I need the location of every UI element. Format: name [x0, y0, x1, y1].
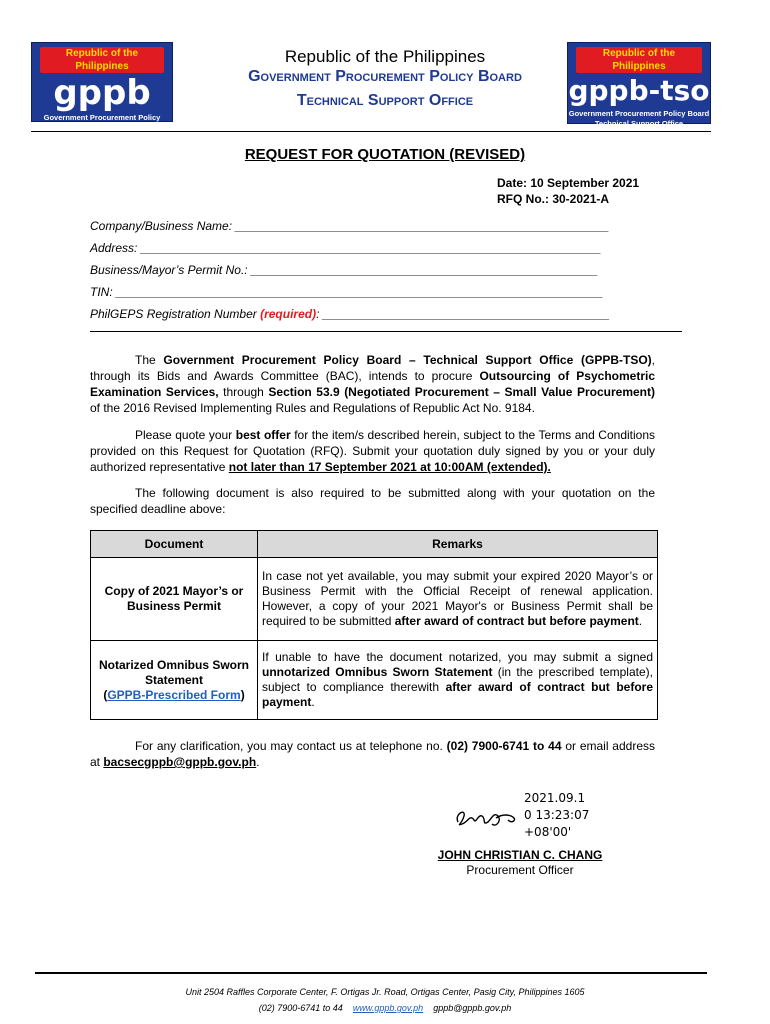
- remarks-cell: [258, 558, 658, 641]
- procurement-item: Outsourcing of Psychometric Examination Services,: [90, 369, 656, 399]
- condition: after award of contract but before payment: [262, 680, 653, 709]
- requirements-paragraph: The following document is also required to be submitted along with your quotation on the specified deadline above:: [90, 486, 655, 516]
- text: of the 2016 Revised Implementing Rules and Regulations of Republic Act No. 9184.: [90, 401, 535, 415]
- document-name: Notarized Omnibus Sworn Statement: [98, 657, 249, 687]
- footer-phone: (02) 7900-6741 to 44: [258, 1003, 343, 1013]
- phone-number: (02) 7900-6741 to 44: [446, 739, 562, 753]
- signature-image: [452, 800, 522, 832]
- header-country: Republic of the Philippines: [284, 47, 486, 66]
- footer-contacts: [0, 1001, 770, 1016]
- table-row: [91, 641, 658, 720]
- footer-address: Unit 2504 Raffles Corporate Center, F. Ortigas Jr. Road, Ortigas Center, Pasig City, Philippines 1605: [185, 987, 585, 997]
- text: ): [240, 687, 245, 702]
- required-marker: (required): [260, 307, 317, 321]
- document-title: REQUEST FOR QUOTATION (REVISED): [244, 146, 526, 163]
- text: The: [135, 353, 164, 367]
- logo-country-label: Republic of the Philippines: [40, 47, 164, 73]
- signature-date: 2021.09.1: [524, 791, 586, 805]
- header-office: Technical Support Office: [296, 92, 474, 109]
- best-offer: best offer: [235, 428, 291, 442]
- gppb-tso-logo: [567, 42, 711, 128]
- agency-name: Government Procurement Policy Board – Technical Support Office (GPPB-TSO): [163, 353, 652, 367]
- signature-timezone: +08'00': [524, 825, 572, 839]
- footer-website-link[interactable]: www.gppb.gov.ph: [352, 1003, 424, 1013]
- rfq-date: Date: 10 September 2021: [497, 176, 640, 190]
- logo-subtitle-2: Technical Support Office: [594, 119, 684, 128]
- text: .: [638, 614, 643, 628]
- procurement-mode: Section 53.9 (Negotiated Procurement – Small Value Procurement): [268, 385, 655, 399]
- requirements-table: [90, 530, 658, 720]
- fields-rule: [90, 331, 682, 332]
- text: (: [103, 687, 108, 702]
- condition: unnotarized Omnibus Sworn Statement: [262, 665, 493, 679]
- text: In case not yet available, you may submit your expired 2020 Mayor’s or Business Permit with the Official Receipt of renewal application. However, a copy of your 2021 Mayor's or Business Permit shall be required to be submitted: [262, 569, 653, 628]
- logo-subtitle: Government Procurement Policy Board: [568, 109, 710, 118]
- header-agency: Government Procurement Policy Board: [248, 68, 522, 85]
- deadline: not later than 17 September 2021 at 10:00AM (extended).: [228, 460, 551, 474]
- text: Please quote your: [135, 428, 236, 442]
- logo-subtitle: Government Procurement Policy Board: [43, 113, 161, 132]
- text: for the item/s described herein, subject to the Terms and Conditions provided on this Request for Quotation (RFQ). Submit your quotation duly signed by you or your duly authorized representative: [90, 428, 656, 474]
- text: .: [311, 695, 315, 709]
- logo-country-label: Republic of the Philippines: [576, 47, 702, 73]
- tin-field[interactable]: TIN: _________________________________________________________________________: [90, 285, 604, 299]
- footer-email[interactable]: gppb@gppb.gov.ph: [433, 1003, 512, 1013]
- text: (in the prescribed template), subject to compliance therewith: [262, 665, 653, 694]
- rfq-number: RFQ No.: 30-2021-A: [497, 192, 610, 206]
- remarks-cell: [258, 641, 658, 720]
- signature-time: 0 13:23:07: [524, 808, 590, 822]
- text: , through its Bids and Awards Committee (BAC), intends to procure: [90, 353, 655, 383]
- permit-field[interactable]: Business/Mayor’s Permit No.: ____________________________________________________: [90, 263, 598, 277]
- document-cell: [91, 641, 258, 720]
- logo-wordmark: gppb-tso: [568, 74, 710, 107]
- condition: after award of contract but before payment: [394, 614, 639, 628]
- address-field[interactable]: Address: _____________________________________________________________________: [90, 241, 602, 255]
- philgeps-label: PhilGEPS Registration Number: [90, 307, 261, 321]
- column-header-document: Document: [91, 531, 258, 558]
- header-rule: [31, 131, 711, 132]
- gppb-logo: [31, 42, 173, 132]
- text: If unable to have the document notarized, you may submit a signed: [262, 650, 653, 664]
- company-name-field[interactable]: Company/Business Name: ________________________________________________________: [90, 219, 610, 233]
- contact-paragraph: [90, 738, 655, 770]
- column-header-remarks: Remarks: [258, 531, 658, 558]
- document-cell: Copy of 2021 Mayor’s or Business Permit: [91, 558, 258, 641]
- email-link[interactable]: bacsecgppb@gppb.gov.ph: [103, 755, 257, 769]
- signatory-role: Procurement Officer: [466, 863, 574, 877]
- logo-wordmark: gppb: [53, 73, 151, 113]
- digital-signature-stamp: [524, 790, 589, 841]
- footer-rule: [35, 972, 707, 974]
- philgeps-line: : ___________________________________________: [316, 307, 610, 321]
- intro-paragraph: [90, 352, 655, 416]
- table-header-row: [91, 531, 658, 558]
- table-row: [91, 558, 658, 641]
- text: through: [218, 385, 269, 399]
- philgeps-field[interactable]: [90, 306, 610, 322]
- text: For any clarification, you may contact us at telephone no.: [135, 739, 447, 753]
- signatory-name: JOHN CHRISTIAN C. CHANG: [437, 848, 603, 862]
- prescribed-form-link[interactable]: GPPB-Prescribed Form: [107, 687, 241, 702]
- instructions-paragraph: [90, 427, 655, 475]
- text: or email address at: [90, 739, 655, 769]
- text: .: [256, 755, 260, 769]
